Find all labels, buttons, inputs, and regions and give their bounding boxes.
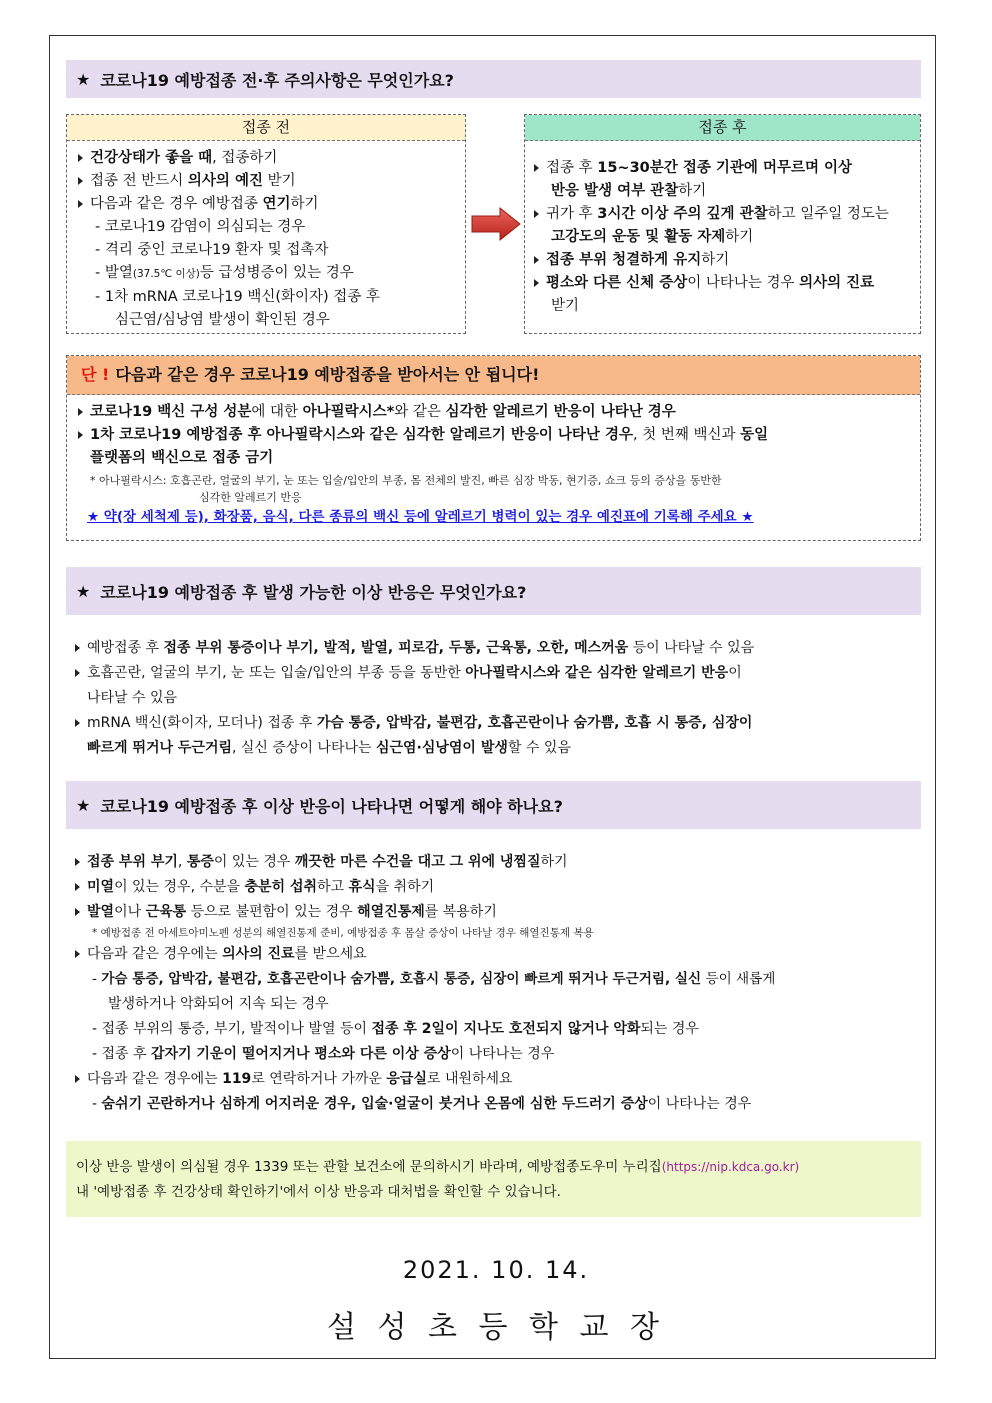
footnote: * 아나필락시스: 호흡곤란, 얼굴의 부기, 눈 또는 입술/입안의 부종, 몸 전체의 발진, 빠른 심장 박동, 현기증, 쇼크 등의 증상을 동반한 (90, 474, 722, 487)
allergy-notice-link[interactable]: ★ 약(장 세척제 등), 화장품, 음식, 다른 종류의 백신 등에 알레르기 병력이 있는 경우 예진표에 기록해 주세요 ★ (87, 509, 754, 525)
bullet-icon (534, 256, 539, 264)
warning-heading: 단 ! 다음과 같은 경우 코로나19 예방접종을 받아서는 안 됩니다! (67, 356, 920, 395)
before-heading: 접종 전 (67, 115, 465, 141)
bullet-icon (75, 1075, 80, 1083)
list-item: 미열이 있는 경우, 수분을 충분히 섭취하고 휴식을 취하기 (72, 875, 917, 900)
list-item-cont: 플랫폼의 백신으로 접종 금기 (90, 450, 274, 466)
star-icon: ★ (76, 795, 91, 815)
after-box (524, 114, 921, 334)
list-item: 코로나19 백신 구성 성분에 대한 아나필락시스*와 같은 심각한 알레르기 반응이 나타난 경우 (75, 401, 912, 424)
sub-item: - 숨쉬기 곤란하거나 심하게 어지러운 경우, 입술·얼굴이 붓거나 온몸에 심한 두드러기 증상이 나타나는 경우 (92, 1096, 752, 1112)
star-icon: ★ (76, 69, 91, 89)
bullet-icon (75, 644, 80, 652)
bullet-icon (75, 719, 80, 727)
bullet-icon (78, 154, 83, 162)
footnote: 심각한 알레르기 반응 (199, 491, 302, 504)
list-item: 접종 전 반드시 의사의 예진 받기 (75, 170, 459, 193)
list-item: 1차 코로나19 예방접종 후 아나필락시스와 같은 심각한 알레르기 반응이 나타난 경우, 첫 번째 백신과 동일 (75, 424, 912, 447)
list-item-cont: 반응 발생 여부 관찰하기 (551, 183, 707, 199)
bullet-icon (75, 669, 80, 677)
sub-item: - 격리 중인 코로나19 환자 및 접촉자 (95, 242, 329, 258)
bullet-icon (534, 210, 539, 218)
right-arrow-icon (470, 206, 522, 242)
footnote: * 예방접종 전 아세트아미노펜 성분의 해열진통제 준비, 예방접종 후 몸살 증상이 나타날 경우 해열진통제 복용 (92, 927, 594, 939)
bullet-icon (75, 908, 80, 916)
list-item-cont: 빠르게 뛰거나 두근거림, 실신 증상이 나타나는 심근염·심낭염이 발생할 수 있음 (87, 740, 571, 756)
list-item: 접종 부위 부기, 통증이 있는 경우 깨끗한 마른 수건을 대고 그 위에 냉찜질하기 (72, 850, 917, 875)
bullet-icon (534, 164, 539, 172)
bullet-icon (75, 858, 80, 866)
section-heading: ★ 코로나19 예방접종 전·후 주의사항은 무엇인가요? (66, 60, 921, 98)
info-text: 내 '예방접종 후 건강상태 확인하기'에서 이상 반응과 대처법을 확인할 수 있습니다. (76, 1184, 561, 1200)
bullet-icon (78, 177, 83, 185)
bullet-icon (75, 950, 80, 958)
section-heading: ★ 코로나19 예방접종 후 발생 가능한 이상 반응은 무엇인가요? (66, 567, 921, 615)
list-item: 다음과 같은 경우에는 의사의 진료를 받으세요 (72, 942, 917, 967)
sub-item: 심근염/심낭염 발생이 확인된 경우 (115, 312, 330, 328)
star-icon: ★ (76, 581, 91, 601)
list-item-cont: 받기 (551, 298, 580, 314)
bullet-icon (78, 431, 83, 439)
reactions-list (72, 636, 917, 761)
principal-signature: 설 성 초 등 학 교 장 (326, 1310, 666, 1345)
sub-item: - 코로나19 감염이 의심되는 경우 (95, 219, 306, 235)
bullet-icon (78, 200, 83, 208)
warning-box (66, 355, 921, 541)
bullet-icon (78, 408, 83, 416)
list-item: 다음과 같은 경우 예방접종 연기하기 (75, 193, 459, 216)
sub-item: - 가슴 통증, 압박감, 불편감, 호흡곤란이나 숨가쁨, 호흡시 통증, 심장이 빠르게 뛰거나 두근거림, 실신 등이 새롭게 (92, 971, 776, 987)
info-box (66, 1141, 921, 1217)
sub-item-cont: 발생하거나 악화되어 지속 되는 경우 (108, 996, 329, 1012)
list-item: 귀가 후 3시간 이상 주의 깊게 관찰하고 일주일 정도는 (531, 203, 914, 226)
sub-item: - 1차 mRNA 코로나19 백신(화이자) 접종 후 (95, 289, 380, 305)
issue-date: 2021. 10. 14. (402, 1256, 590, 1284)
list-item-cont: 고강도의 운동 및 활동 자제하기 (551, 229, 754, 245)
sub-item: - 발열(37.5℃ 이상)등 급성병증이 있는 경우 (95, 265, 354, 281)
sub-item: - 접종 후 갑자기 기운이 떨어지거나 평소와 다른 이상 증상이 나타나는 경우 (92, 1046, 555, 1062)
list-item: mRNA 백신(화이자, 모더나) 접종 후 가슴 통증, 압박감, 불편감, 호흡곤란이나 숨가쁨, 호흡 시 통증, 심장이 (72, 711, 917, 736)
info-text: 이상 반응 발생이 의심될 경우 1339 또는 관할 보건소에 문의하시기 바라며, 예방접종도우미 누리집(https://nip.kdca.go.kr) (76, 1159, 800, 1175)
after-heading: 접종 후 (525, 115, 920, 141)
warning-prefix: 단 ! (81, 365, 110, 384)
list-item: 건강상태가 좋을 때, 접종하기 (75, 147, 459, 170)
before-box (66, 114, 466, 334)
list-item: 예방접종 후 접종 부위 통증이나 부기, 발적, 발열, 피로감, 두통, 근육통, 오한, 메스꺼움 등이 나타날 수 있음 (72, 636, 917, 661)
bullet-icon (75, 883, 80, 891)
actions-list (72, 850, 917, 1117)
list-item: 접종 부위 청결하게 유지하기 (531, 249, 914, 272)
list-item: 호흡곤란, 얼굴의 부기, 눈 또는 입술/입안의 부종 등을 동반한 아나필락시스와 같은 심각한 알레르기 반응이 (72, 661, 917, 686)
sub-item: - 접종 부위의 통증, 부기, 발적이나 발열 등이 접종 후 2일이 지나도 호전되지 않거나 악화되는 경우 (92, 1021, 699, 1037)
bullet-icon (534, 279, 539, 287)
list-item: 평소와 다른 신체 증상이 나타나는 경우 의사의 진료 (531, 272, 914, 295)
list-item: 접종 후 15~30분간 접종 기관에 머무르며 이상 (531, 157, 914, 180)
list-item-cont: 나타날 수 있음 (87, 690, 178, 706)
nip-url-link[interactable]: (https://nip.kdca.go.kr) (661, 1160, 800, 1174)
section-heading: ★ 코로나19 예방접종 후 이상 반응이 나타나면 어떻게 해야 하나요? (66, 781, 921, 829)
list-item: 발열이나 근육통 등으로 불편함이 있는 경우 해열진통제를 복용하기 (72, 900, 917, 925)
list-item: 다음과 같은 경우에는 119로 연락하거나 가까운 응급실로 내원하세요 (72, 1067, 917, 1092)
